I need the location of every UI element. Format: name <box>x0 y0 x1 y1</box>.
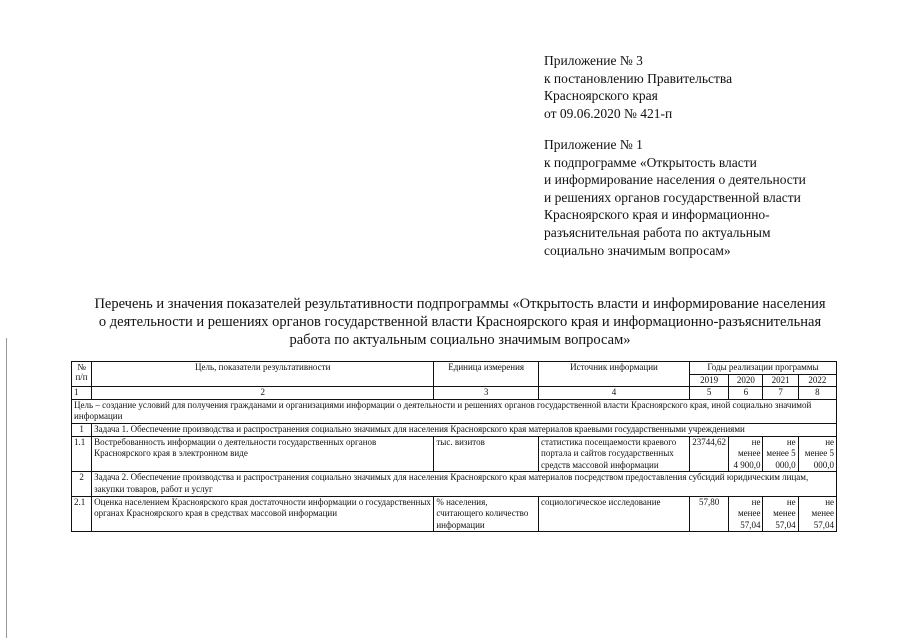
row-indicator: Востребованность информации о деятельности государственных органов Красноярского края в электронном виде <box>92 436 434 472</box>
header-num: № п/п <box>72 362 92 387</box>
column-number: 3 <box>434 387 539 400</box>
title-line: о деятельности и решениях органов государственной власти Красноярского края и информационно-разъяснительная <box>98 314 822 330</box>
row-value-2021: не менее 5 000,0 <box>763 436 798 472</box>
header-source: Источник информации <box>539 362 690 387</box>
header-indicator: Цель, показатели результативности <box>92 362 434 387</box>
column-number: 4 <box>539 387 690 400</box>
row-indicator: Оценка населением Красноярского края достаточности информации о государственных органах Красноярского края в средствах массовой информации <box>92 496 434 532</box>
header-year: 2021 <box>763 374 798 387</box>
appendix-1-line: и решениях органов государственной власти <box>544 189 801 205</box>
indicator-row-2-1 <box>72 496 837 532</box>
header-years-group: Годы реализации программы <box>689 362 836 375</box>
header-row <box>72 362 837 375</box>
column-number: 2 <box>92 387 434 400</box>
goal-row <box>72 399 837 423</box>
row-value-2022: не менее 5 000,0 <box>798 436 836 472</box>
row-value-2020: не менее 4 900,0 <box>729 436 763 472</box>
task-2-text: Задача 2. Обеспечение производства и распространения социально значимых для населения Красноярского края материалов посредством предоставления субсидий юридическим лицам, закупки товаров, работ и услуг <box>92 472 837 496</box>
task-2-row <box>72 472 837 496</box>
row-num: 1.1 <box>72 436 92 472</box>
indicators-table <box>71 361 837 532</box>
header-year: 2022 <box>798 374 836 387</box>
appendix-3-block <box>544 52 732 122</box>
appendix-3-line: к постановлению Правительства <box>544 70 733 86</box>
task-1-text: Задача 1. Обеспечение производства и распространения социально значимых для населения Красноярского края материалов краевыми государственными учреждениями <box>92 423 837 436</box>
column-number: 6 <box>729 387 763 400</box>
title-line: работа по актуальным социально значимым вопросам» <box>289 332 631 348</box>
column-number: 5 <box>689 387 728 400</box>
appendix-1-line: Приложение № 1 <box>544 137 643 152</box>
header-unit: Единица измерения <box>434 362 539 387</box>
task-1-row <box>72 423 837 436</box>
header-year: 2020 <box>729 374 763 387</box>
indicator-row-1-1 <box>72 436 837 472</box>
scan-edge-line <box>6 338 7 638</box>
document-title <box>60 295 860 349</box>
row-num: 2.1 <box>72 496 92 532</box>
row-value-2019: 23744,62 <box>689 436 728 472</box>
appendix-1-line: и информирование населения о деятельности <box>544 172 806 188</box>
column-number: 7 <box>763 387 798 400</box>
appendix-3-line: Красноярского края <box>544 88 658 104</box>
appendix-1-line: к подпрограмме «Открытость власти <box>544 154 757 170</box>
title-line: Перечень и значения показателей результативности подпрограммы «Открытость власти и информирование населения <box>94 296 826 312</box>
appendix-3-line: от 09.06.2020 № 421-п <box>544 105 673 121</box>
row-value-2021: не менее 57,04 <box>763 496 798 532</box>
row-value-2022: не менее 57,04 <box>798 496 836 532</box>
row-source: социологическое исследование <box>539 496 690 532</box>
appendix-1-line: разъяснительная работа по актуальным <box>544 224 771 240</box>
column-number: 8 <box>798 387 836 400</box>
column-numbers-row <box>72 387 837 400</box>
appendix-1-line: Красноярского края и информационно- <box>544 207 770 223</box>
header-year: 2019 <box>689 374 728 387</box>
row-value-2020: не менее 57,04 <box>729 496 763 532</box>
task-1-num: 1 <box>72 423 92 436</box>
row-value-2019: 57,80 <box>689 496 728 532</box>
column-number: 1 <box>72 387 92 400</box>
appendix-3-line: Приложение № 3 <box>544 53 643 68</box>
row-unit: тыс. визитов <box>434 436 539 472</box>
appendix-1-block <box>544 136 806 259</box>
row-source: статистика посещаемости краевого портала и сайтов государственных средств массовой информации <box>539 436 690 472</box>
row-unit: % населения, считающего количество информации <box>434 496 539 532</box>
task-2-num: 2 <box>72 472 92 496</box>
goal-text: Цель – создание условий для получения гражданами и организациями информации о деятельности и решениях органов государственной власти Красноярского края, иной социально значимой информации <box>72 399 837 423</box>
appendix-1-line: социально значимым вопросам» <box>544 242 731 258</box>
